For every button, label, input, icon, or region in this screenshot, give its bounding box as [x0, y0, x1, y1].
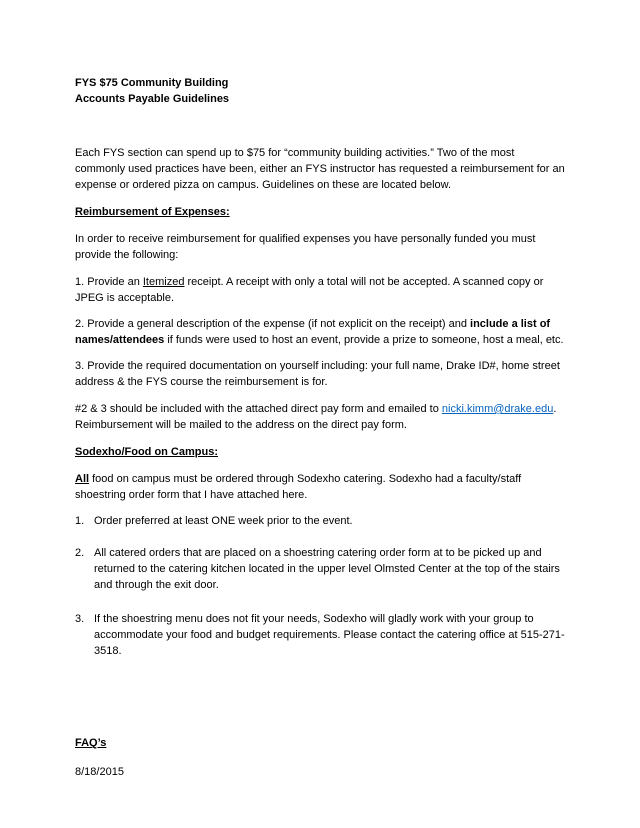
- note-prefix: #2 & 3 should be included with the attached direct pay form and emailed to: [75, 403, 442, 415]
- item-2-bold: include a list of names/attendees: [75, 318, 551, 346]
- email-link[interactable]: nicki.kimm@drake.edu: [441, 403, 554, 415]
- list-item-text: If the shoestring menu does not fit your needs, Sodexho will gladly work with your group to accommodate your food and budget requirements. Please contact the catering office at 515-271-3518.: [94, 613, 565, 657]
- reimbursement-lead: In order to receive reimbursement for qualified expenses you have personally funded you must provide the following:: [75, 233, 536, 261]
- intro-paragraph: Each FYS section can spend up to $75 for “community building activities.” Two of the most commonly used practices have been, either an FYS instructor has requested a reimbursement for an expense or ordered pizza on campus. Guidelines on these are located below.: [75, 147, 565, 191]
- sodexho-heading: Sodexho/Food on Campus:: [75, 446, 218, 458]
- reimbursement-item-3: 3. Provide the required documentation on yourself including: your full name, Drake ID#, home street address & the FYS course the reimbursement is for.: [75, 360, 560, 388]
- sodexho-lead-bold: All: [75, 473, 90, 485]
- reimbursement-note: [75, 401, 567, 433]
- list-number: 1.: [75, 515, 85, 527]
- reimbursement-item-1: [75, 274, 567, 306]
- reimbursement-item-2: [75, 316, 567, 348]
- title-line-1: FYS $75 Community Building: [75, 77, 229, 89]
- document-date: 8/18/2015: [75, 766, 124, 778]
- sodexho-lead-rest: food on campus must be ordered through Sodexho catering. Sodexho had a faculty/staff shoestring order form that I have attached here.: [75, 473, 522, 501]
- list-item-text: Order preferred at least ONE week prior to the event.: [94, 515, 353, 527]
- sodexho-lead: [75, 471, 567, 503]
- sodexho-item-3: [75, 611, 567, 659]
- item-1-suffix: receipt. A receipt with only a total will not be accepted. A scanned copy or JPEG is acceptable.: [75, 276, 544, 304]
- list-number: 2.: [75, 547, 85, 559]
- list-item-text: All catered orders that are placed on a shoestring catering order form at to be picked up and returned to the catering kitchen located in the upper level Olmsted Center at the top of the stairs and through the exit door.: [94, 547, 560, 591]
- sodexho-item-2: [75, 545, 567, 593]
- reimbursement-heading: Reimbursement of Expenses:: [75, 206, 230, 218]
- item-2-prefix: 2. Provide a general description of the expense (if not explicit on the receipt) and: [75, 318, 471, 330]
- item-1-underlined: Itemized: [142, 276, 185, 288]
- sodexho-item-1: [75, 513, 567, 529]
- item-1-prefix: 1. Provide an: [75, 276, 143, 288]
- faq-heading: FAQ’s: [75, 737, 107, 749]
- document-title: [75, 75, 567, 107]
- item-2-suffix: if funds were used to host an event, provide a prize to someone, host a meal, etc.: [164, 334, 564, 346]
- note-suffix: . Reimbursement will be mailed to the address on the direct pay form.: [75, 403, 557, 431]
- title-line-2: Accounts Payable Guidelines: [75, 93, 230, 105]
- list-number: 3.: [75, 613, 85, 625]
